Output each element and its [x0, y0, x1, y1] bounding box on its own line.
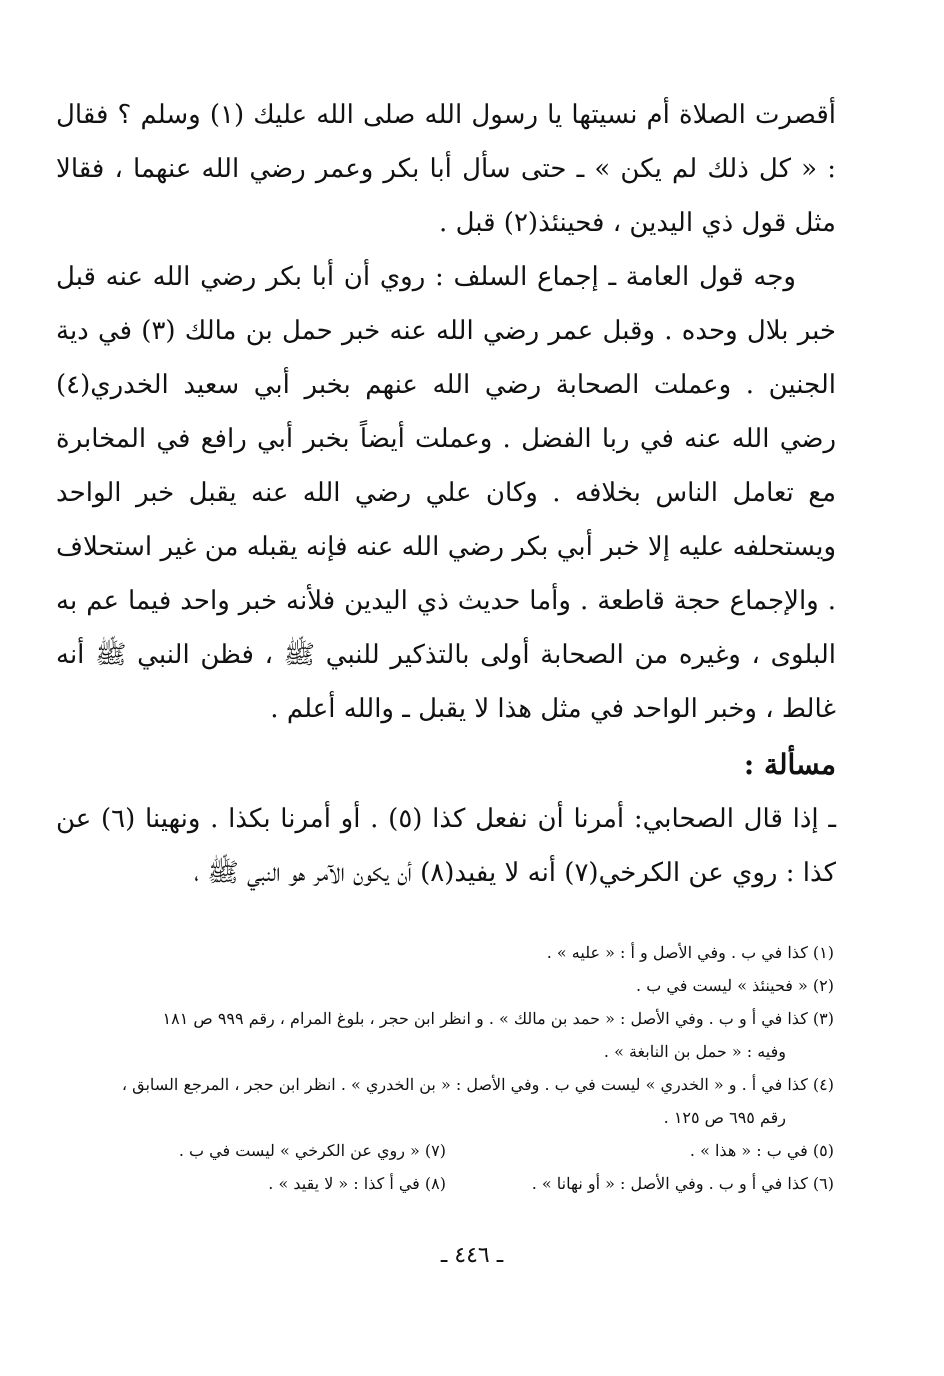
- footnote-4-continued: رقم ٦٩٥ ص ١٢٥ .: [663, 1108, 786, 1127]
- footnote-3-continued: وفيه : « حمل بن النابغة » .: [603, 1042, 786, 1061]
- section-heading: [56, 738, 836, 792]
- paragraph-3: ـ إذا قال الصحابي: أمرنا أن نفعل كذا (٥) . أو أمرنا بكذا . ونهينا (٦) عن كذا : روي عن الكرخي(٧) أنه لا يفيد(٨) أن يكون الآمر هو النبي ﷺ ،: [56, 804, 836, 888]
- footnote-7: (٧) « روي عن الكرخي » ليست في ب .: [178, 1141, 446, 1160]
- footnote-1: (١) كذا في ب . وفي الأصل و أ : « عليه » .: [546, 943, 834, 962]
- footnote-3: (٣) كذا في أ و ب . وفي الأصل : « حمد بن مالك » . و انظر ابن حجر ، بلوغ المرام ، رقم ٩٩٩ ص ١٨١: [162, 1009, 834, 1028]
- footnote-4: (٤) كذا في أ . و « الخدري » ليست في ب . وفي الأصل : « بن الخدري » . انظر ابن حجر ، المرجع السابق ،: [121, 1075, 834, 1094]
- footnote-row-6-8: [58, 1167, 834, 1200]
- main-text: [56, 88, 836, 900]
- footnote-5: (٥) في ب : « هذا » .: [689, 1141, 834, 1160]
- paragraph-2: وجه قول العامة ـ إجماع السلف : روي أن أبا بكر رضي الله عنه قبل خبر بلال وحده . وقبل عمر رضي الله عنه خبر حمل بن مالك (٣) في دية الجنين . وعملت الصحابة رضي الله عنهم بخبر أبي سعيد الخدري(٤) رضي الله عنه في ربا الفضل . وعملت أيضاً بخبر أبي رافع في المخابرة مع تعامل الناس بخلافه . وكان علي رضي الله عنه يقبل خبر الواحد ويستحلفه عليه إلا خبر أبي بكر رضي الله عنه فإنه يقبله من غير استحلاف . والإجماع حجة قاطعة . وأما حديث ذي اليدين فلأنه خبر واحد فيما عم به البلوى ، وغيره من الصحابة أولى بالتذكير للنبي ﷺ ، فظن النبي ﷺ أنه غالط ، وخبر الواحد في مثل هذا لا يقبل ـ والله أعلم .: [56, 262, 837, 724]
- paragraph-1: أقصرت الصلاة أم نسيتها يا رسول الله صلى الله عليك (١) وسلم ؟ فقال : « كل ذلك لم يكن » ـ حتى سأل أبا بكر وعمر رضي الله عنهما ، فقالا مثل قول ذي اليدين ، فحينئذ(٢) قبل .: [56, 100, 836, 238]
- section-heading-text: مسألة :: [743, 748, 836, 781]
- footnotes: [58, 936, 834, 1200]
- footnote-2: (٢) « فحينئذ » ليست في ب .: [636, 976, 834, 995]
- footnote-row-5-7: [58, 1134, 834, 1167]
- footnote-8: (٨) في أ كذا : « لا يقيد » .: [268, 1174, 446, 1193]
- footnote-6: (٦) كذا في أ و ب . وفي الأصل : « أو نهانا » .: [531, 1174, 834, 1193]
- page-number: ـ ٤٤٦ ـ: [440, 1243, 504, 1268]
